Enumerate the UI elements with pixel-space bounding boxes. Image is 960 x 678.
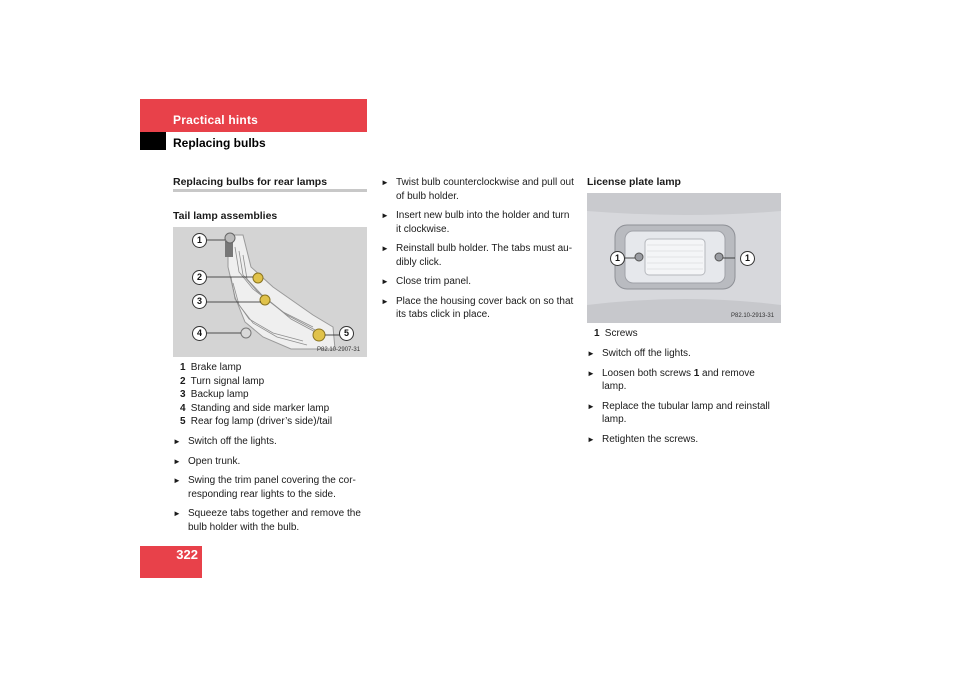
legend-item: 4 Standing and side marker lamp [180, 402, 330, 414]
callout-1: 1 [740, 251, 755, 266]
step-item: ► Swing the trim panel covering the cor-responding rear lights to the side. [173, 475, 356, 500]
step-item: ► Place the housing cover back on so that its tabs click in place. [381, 295, 574, 320]
callout-2: 2 [192, 270, 207, 285]
step-item: ► Close trim panel. [381, 276, 472, 287]
heading-rule [173, 189, 367, 192]
tail-lamp-figure [173, 227, 367, 357]
step-item: ► Switch off the lights. [587, 348, 691, 359]
arrow-icon: ► [173, 456, 181, 466]
callout-1: 1 [192, 233, 207, 248]
legend-item: 1 Screws [594, 328, 638, 339]
legend-item: 2 Turn signal lamp [180, 375, 265, 387]
step-list [173, 435, 367, 540]
step-item: ► Twist bulb counterclockwise and pull out of bulb holder. [381, 177, 574, 202]
figure-code: P82.10-2907-31 [317, 347, 361, 353]
callout-5: 5 [339, 326, 354, 341]
section-title: Practical hints [173, 113, 259, 127]
step-list [587, 347, 781, 452]
arrow-icon: ► [381, 244, 389, 253]
arrow-icon: ► [173, 476, 181, 485]
tail-lamp-legend [180, 361, 332, 429]
arrow-icon: ► [381, 211, 389, 220]
step-list [381, 176, 577, 328]
step-item: ► Retighten the screws. [587, 433, 699, 445]
section-subtitle: Replacing bulbs [173, 136, 266, 150]
arrow-icon: ► [381, 277, 389, 286]
step-item: ► Switch off the lights. [173, 436, 277, 447]
rear-lamps-heading: Replacing bulbs for rear lamps [173, 176, 328, 188]
legend-item: 5 Rear fog lamp (driver’s side)/tail [180, 416, 333, 427]
arrow-icon: ► [587, 434, 595, 444]
page-number: 322 [176, 547, 198, 562]
callout-1: 1 [610, 251, 625, 266]
license-lamp-legend [594, 327, 638, 341]
arrow-icon: ► [587, 401, 595, 411]
figure-code: P82.10-2913-31 [731, 313, 775, 319]
legend-item: 3 Backup lamp [180, 389, 249, 400]
callout-3: 3 [192, 294, 207, 309]
header-tab-marker [140, 132, 166, 150]
arrow-icon: ► [381, 296, 389, 306]
step-item: ► Loosen both screws 1 and remove lamp. [587, 367, 755, 392]
arrow-icon: ► [173, 509, 181, 518]
arrow-icon: ► [173, 437, 181, 446]
callout-4: 4 [192, 326, 207, 341]
step-item: ► Squeeze tabs together and remove the bulb holder with the bulb. [173, 508, 361, 533]
step-item: ► Open trunk. [173, 455, 241, 467]
screw-ref: 1 [693, 367, 700, 379]
legend-item: 1 Brake lamp [180, 362, 242, 373]
arrow-icon: ► [587, 368, 595, 378]
license-plate-heading: License plate lamp [587, 176, 681, 188]
license-plate-figure [587, 193, 781, 323]
tail-lamp-heading: Tail lamp assemblies [173, 210, 278, 222]
step-item: ► Reinstall bulb holder. The tabs must au-dibly click. [381, 243, 573, 268]
step-item: ► Insert new bulb into the holder and turn it clockwise. [381, 210, 570, 235]
arrow-icon: ► [587, 349, 595, 358]
arrow-icon: ► [381, 178, 389, 187]
step-item: ► Replace the tubular lamp and reinstall lamp. [587, 400, 770, 425]
